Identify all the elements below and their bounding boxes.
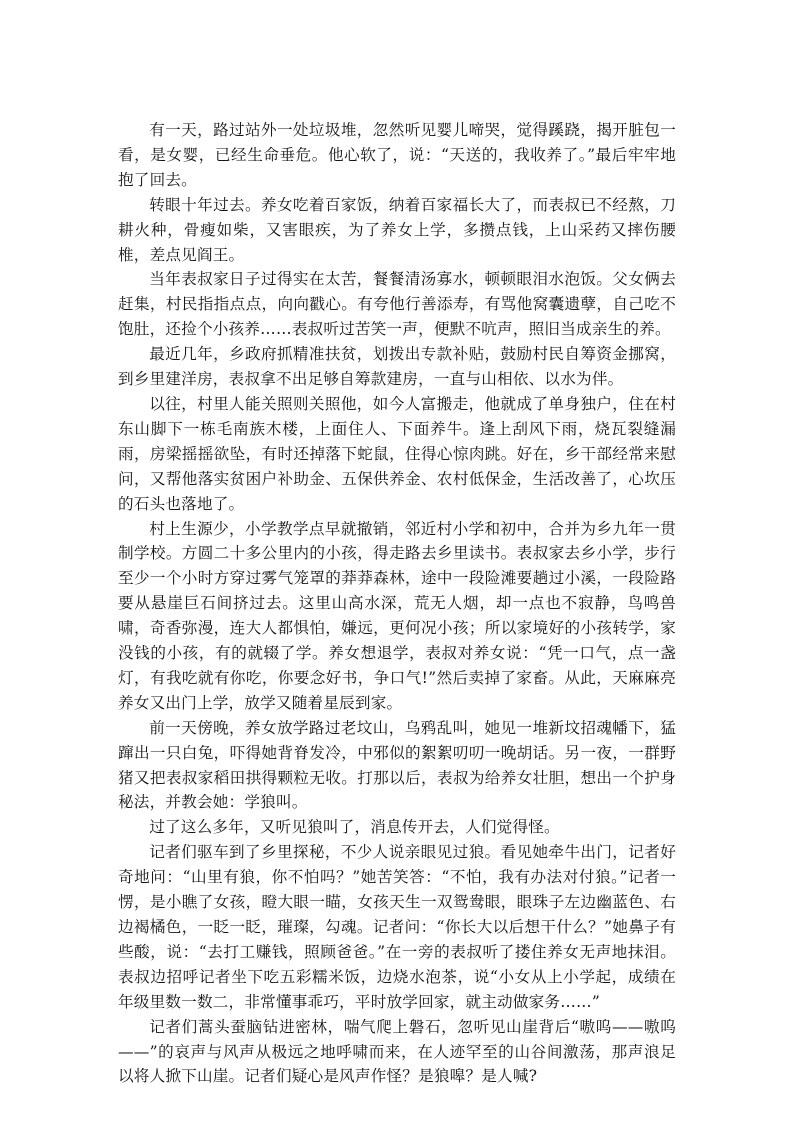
paragraph: 转眼十年过去。养女吃着百家饭，纳着百家福长大了，而表叔已不经熬，刀耕火种，骨瘦如柴，又害眼疾，为了养女上学，多攒点钱，上山采药又摔伤腰椎，差点见阎王。 bbox=[118, 195, 676, 264]
paragraph: 记者们蒿头蚕脑钻进密林，喘气爬上磐石，忽听见山崖背后“嗷呜——嗷呜——”的哀声与风声从极远之地呼啸而来，在人迹罕至的山谷间激荡，那声浪足以将人掀下山崖。记者们疑心是风声作怪？是狼嗥？是人喊? bbox=[118, 1017, 676, 1086]
paragraph: 前一天傍晚，养女放学路过老坟山，乌鸦乱叫，她见一堆新坟招魂幡下，猛蹿出一只白兔，吓得她背脊发冷，中邪似的絮絮叨叨一晚胡话。另一夜，一群野猪又把表叔家稻田拱得颗粒无收。打那以后，表叔为给养女壮胆，想出一个护身秘法，并教会她：学狼叫。 bbox=[118, 718, 676, 812]
document-body bbox=[118, 118, 676, 1089]
paragraph: 记者们驱车到了乡里探秘，不少人说亲眼见过狼。看见她牵牛出门，记者好奇地问：“山里有狼，你不怕吗？”她苦笑答：“不怕，我有办法对付狼。”记者一愣，是小瞧了女孩，瞪大眼一瞄，女孩天生一双鸳鸯眼，眼珠子左边幽蓝色、右边褐橘色，一眨一眨，璀璨，勾魂。记者问：“你长大以后想干什么？”她鼻子有些酸，说：“去打工赚钱，照顾爸爸。”在一旁的表叔听了搂住养女无声地抹泪。表叔边招呼记者坐下吃五彩糯米饭，边烧水泡茶，说“小女从上小学起，成绩在年级里数一数二，非常懂事乖巧，平时放学回家，就主动做家务……” bbox=[118, 843, 676, 1011]
paragraph: 以往，村里人能关照则关照他，如今人富搬走，他就成了单身独户，住在村东山脚下一栋毛南族木楼，上面住人、下面养牛。逢上刮风下雨，烧瓦裂缝漏雨，房梁摇摇欲坠，有时还掉落下蛇鼠，住得心惊肉跳。好在，乡干部经常来慰问，又帮他落实贫困户补助金、五保供养金、农村低保金，生活改善了，心坎压的石头也落地了。 bbox=[118, 394, 676, 513]
paragraph: 有一天，路过站外一处垃圾堆，忽然听见婴儿啼哭，觉得蹊跷，揭开脏包一看，是女婴，已经生命垂危。他心软了，说：“天送的，我收养了。”最后牢牢地抱了回去。 bbox=[118, 121, 676, 189]
paragraph: 过了这么多年，又听见狼叫了，消息传开去，人们觉得怪。 bbox=[149, 818, 560, 837]
paragraph: 村上生源少，小学教学点早就撤销，邻近村小学和初中，合并为乡九年一贯制学校。方圆二十多公里内的小孩，得走路去乡里读书。表叔家去乡小学，步行至少一个小时方穿过雾气笼罩的莽莽森林，途中一段险滩要趟过小溪，一段险路要从悬崖巨石间挤过去。这里山高水深，荒无人烟，却一点也不寂静，鸟鸣兽啸，奇香弥漫，连大人都惧怕，嫌远，更何况小孩；所以家境好的小孩转学，家没钱的小孩，有的就辍了学。养女想退学，表叔对养女说：“凭一口气，点一盏灯，有我吃就有你吃，你要念好书，争口气!”然后卖掉了家畜。从此，天麻麻亮养女又出门上学，放学又随着星辰到家。 bbox=[118, 519, 676, 712]
paragraph: 最近几年，乡政府抓精准扶贫，划拨出专款补贴，鼓励村民自筹资金挪窝，到乡里建洋房，表叔拿不出足够自筹款建房，一直与山相依、以水为伴。 bbox=[118, 345, 676, 389]
paragraph: 当年表叔家日子过得实在太苦，餐餐清汤寡水，顿顿眼泪水泡饭。父女俩去赶集，村民指指点点，向向戳心。有夸他行善添寿，有骂他窝囊遗孽，自己吃不饱肚，还捡个小孩养……表叔听过苦笑一声，便默不吭声，照旧当成亲生的养。 bbox=[118, 270, 676, 339]
